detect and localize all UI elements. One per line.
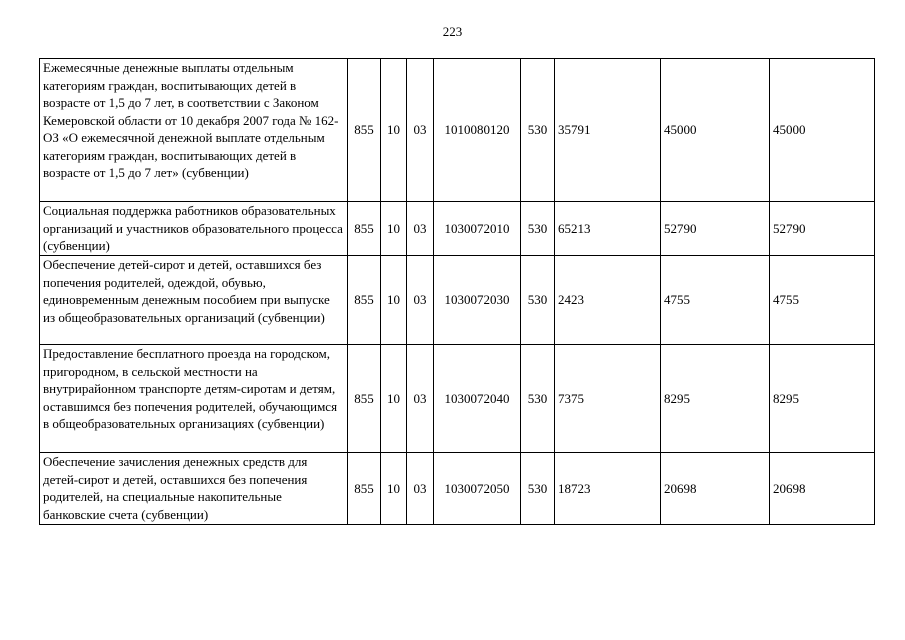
table-row: [40, 202, 875, 256]
section-code: 10: [381, 59, 407, 202]
subsection-code: 03: [407, 59, 434, 202]
expense-type-code: 530: [521, 202, 555, 256]
row-description: Обеспечение детей-сирот и детей, оставшихся без попечения родителей, одеждой, обувью, единовременным денежным пособием при выпуске из общеобразовательных организаций (субвенции): [40, 256, 348, 345]
ministry-code: 855: [348, 256, 381, 345]
section-code: 10: [381, 202, 407, 256]
amount-year-2: 4755: [661, 256, 770, 345]
amount-year-1: 65213: [555, 202, 661, 256]
row-description: Ежемесячные денежные выплаты отдельным категориям граждан, воспитывающих детей в возрасте от 1,5 до 7 лет, в соответствии с Законом Кемеровской области от 10 декабря 2007 года № 162-ОЗ «О ежемесячной денежной выплате отдельным категориям граждан, воспитывающих детей в возрасте от 1,5 до 7 лет» (субвенции): [40, 59, 348, 202]
amount-year-3: 52790: [770, 202, 875, 256]
table-row: [40, 59, 875, 202]
section-code: 10: [381, 256, 407, 345]
target-article-code: 1030072010: [434, 202, 521, 256]
ministry-code: 855: [348, 345, 381, 453]
amount-year-1: 18723: [555, 453, 661, 525]
amount-year-3: 45000: [770, 59, 875, 202]
amount-year-1: 7375: [555, 345, 661, 453]
section-code: 10: [381, 453, 407, 525]
expense-type-code: 530: [521, 256, 555, 345]
amount-year-1: 35791: [555, 59, 661, 202]
subsection-code: 03: [407, 202, 434, 256]
amount-year-3: 8295: [770, 345, 875, 453]
page-number: 223: [442, 24, 463, 39]
expense-type-code: 530: [521, 59, 555, 202]
target-article-code: 1030072050: [434, 453, 521, 525]
expense-type-code: 530: [521, 345, 555, 453]
amount-year-2: 52790: [661, 202, 770, 256]
subsection-code: 03: [407, 453, 434, 525]
row-description: Предоставление бесплатного проезда на городском, пригородном, в сельской местности на внутрирайонном транспорте детям-сиротам и детям, оставшимся без попечения родителей, обучающимся в общеобразовательных организациях (субвенции): [40, 345, 348, 453]
table-row: [40, 453, 875, 525]
amount-year-3: 4755: [770, 256, 875, 345]
table-row: [40, 256, 875, 345]
subsection-code: 03: [407, 256, 434, 345]
ministry-code: 855: [348, 453, 381, 525]
target-article-code: 1030072040: [434, 345, 521, 453]
target-article-code: 1010080120: [434, 59, 521, 202]
section-code: 10: [381, 345, 407, 453]
amount-year-2: 20698: [661, 453, 770, 525]
amount-year-2: 45000: [661, 59, 770, 202]
target-article-code: 1030072030: [434, 256, 521, 345]
amount-year-2: 8295: [661, 345, 770, 453]
ministry-code: 855: [348, 59, 381, 202]
amount-year-1: 2423: [555, 256, 661, 345]
subsection-code: 03: [407, 345, 434, 453]
expense-type-code: 530: [521, 453, 555, 525]
budget-table: [39, 58, 875, 525]
amount-year-3: 20698: [770, 453, 875, 525]
table-row: [40, 345, 875, 453]
row-description: Социальная поддержка работников образовательных организаций и участников образовательного процесса (субвенции): [40, 202, 348, 256]
ministry-code: 855: [348, 202, 381, 256]
row-description: Обеспечение зачисления денежных средств для детей-сирот и детей, оставшихся без попечения родителей, на специальные накопительные банковские счета (субвенции): [40, 453, 348, 525]
